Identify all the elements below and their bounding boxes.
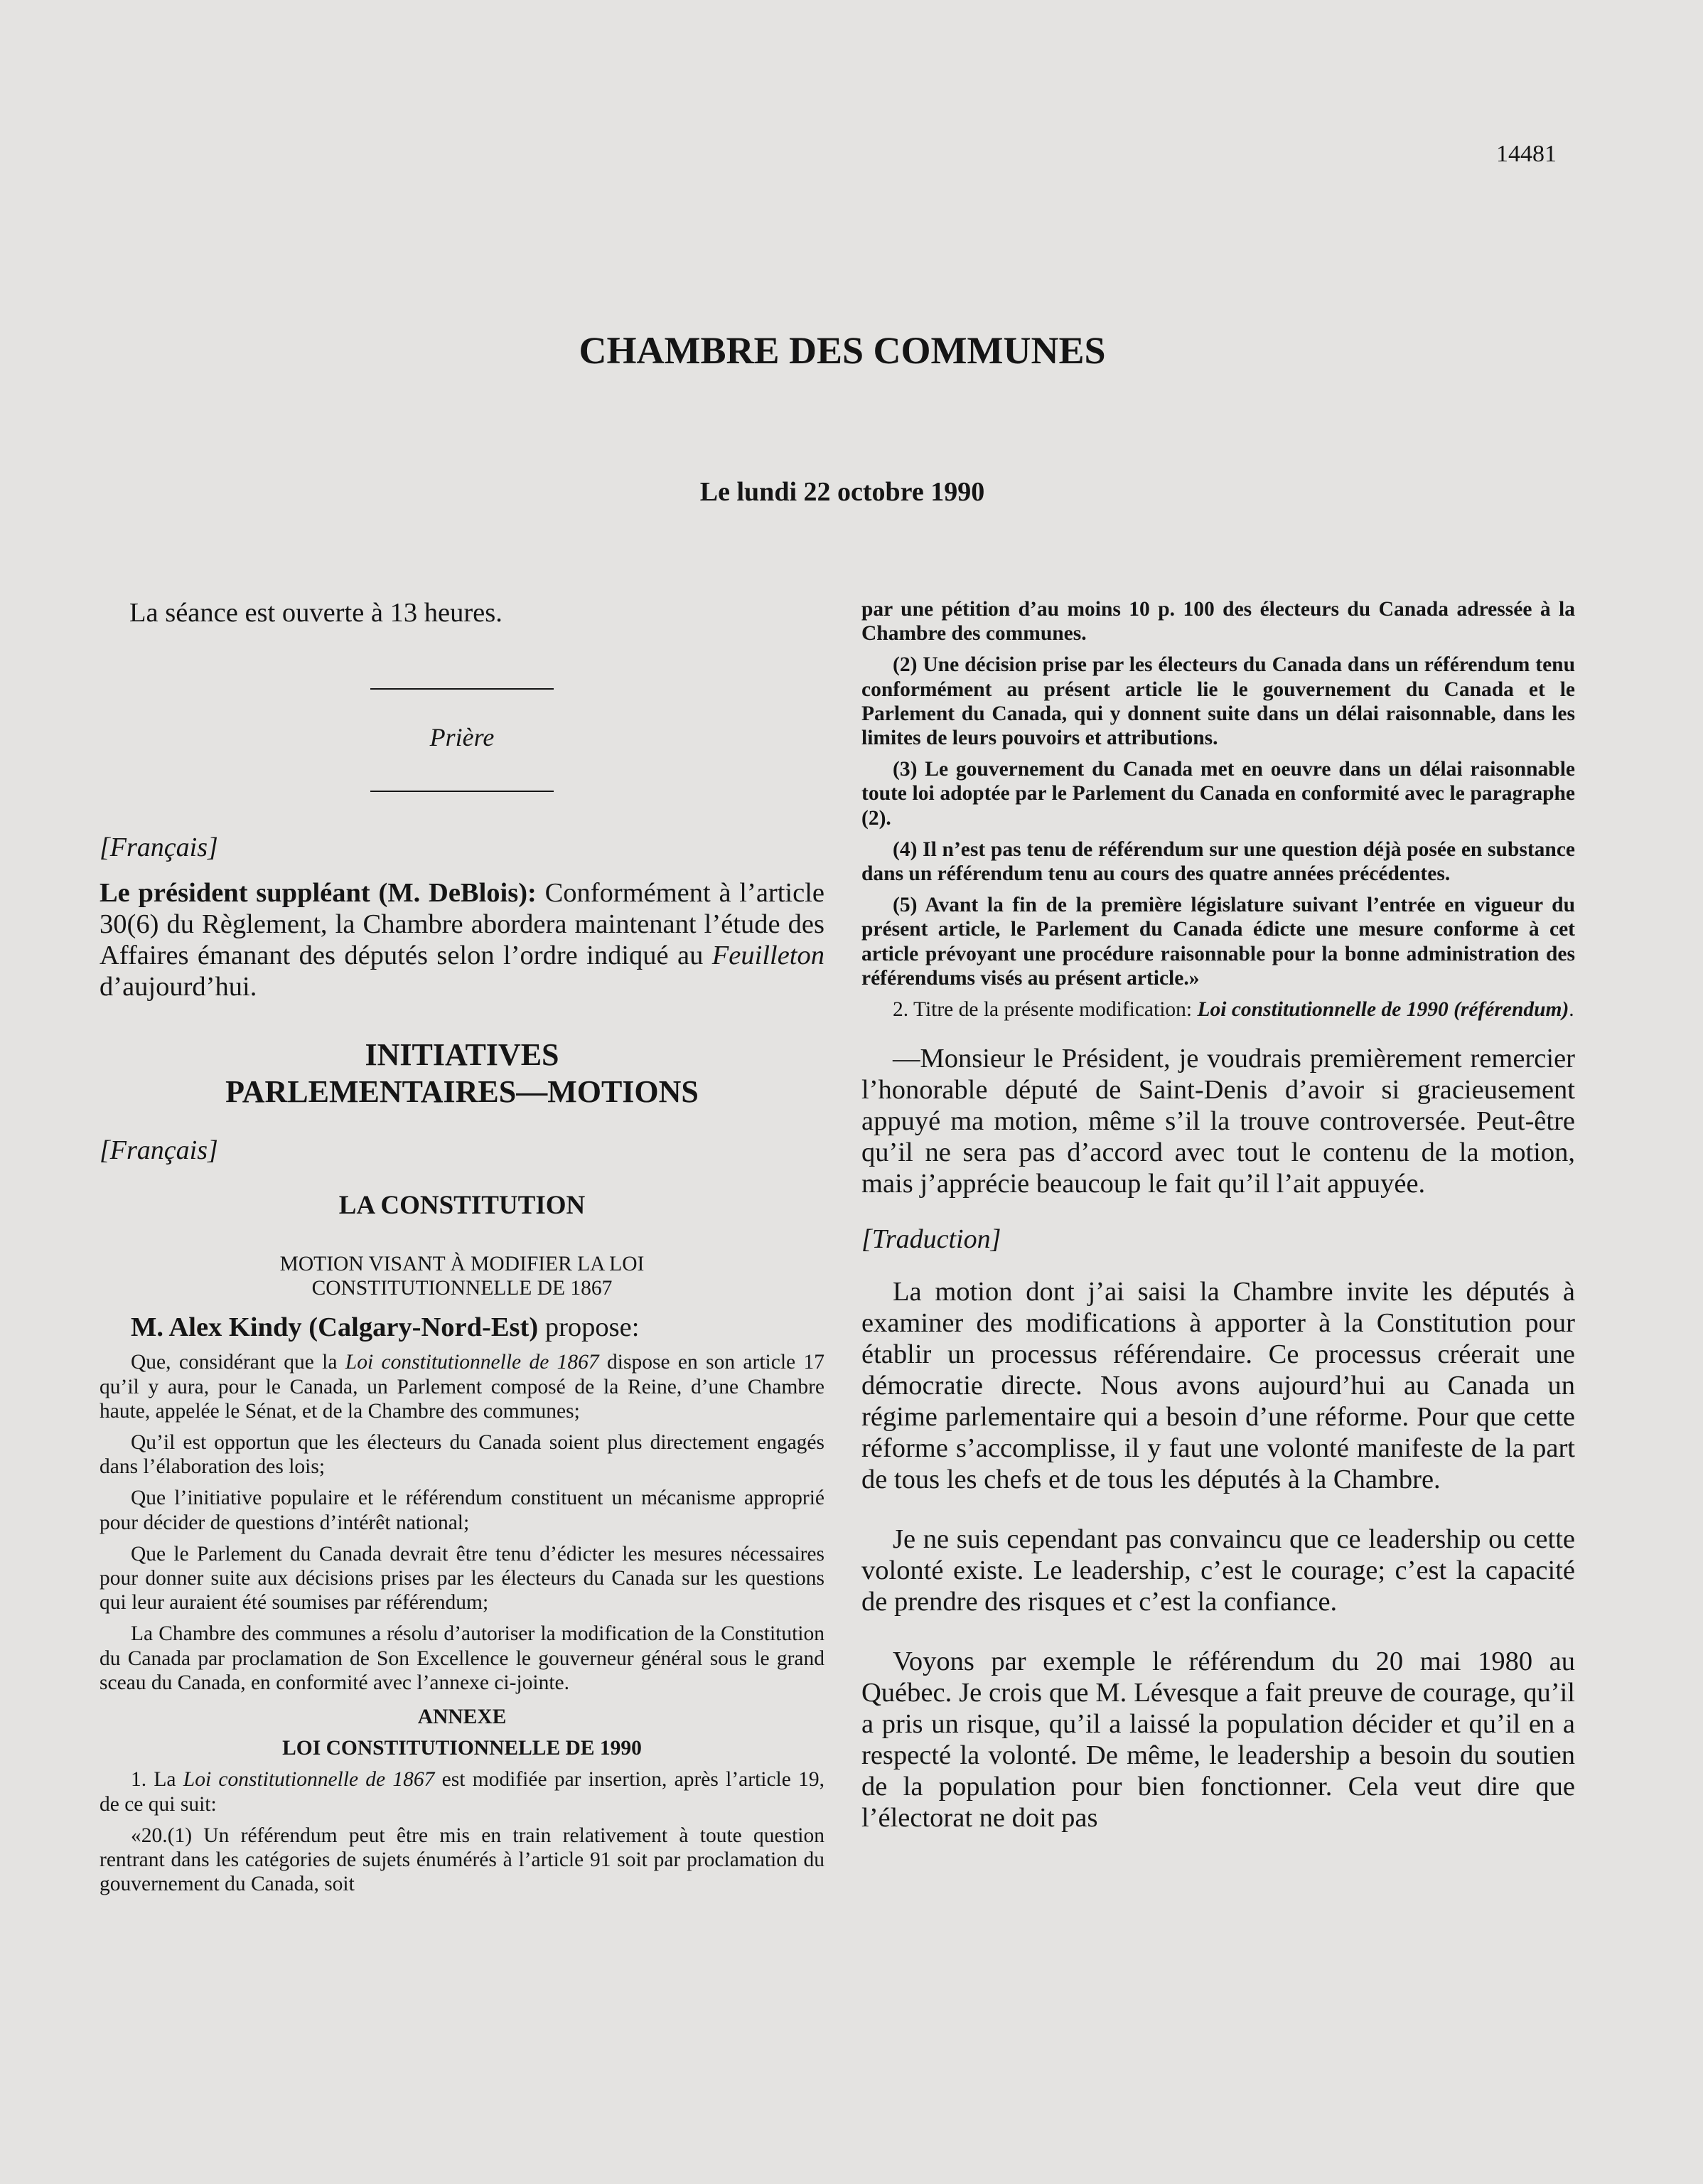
text-run: Que, considérant que la (131, 1351, 345, 1374)
opening-statement: La séance est ouverte à 13 heures. (129, 598, 503, 628)
text-run: 2. Titre de la présente modification: (893, 998, 1198, 1022)
annex-subsection: (3) Le gouvernement du Canada met en oeuvre dans un délai raisonnable toute loi adoptée par le Parlement du Canada en conformité avec le paragraphe (2). (861, 758, 1575, 830)
act-title: Loi constitutionnelle de 1990 (référendum) (1197, 998, 1569, 1022)
speaker-text-end: d’aujourd’hui. (100, 972, 257, 1002)
speech-paragraph: —Monsieur le Président, je voudrais premièrement remercier l’honorable député de Saint-Denis d’avoir si gracieusement appuyé ma motion, même s’il la trouve controversée. Peut-être qu’il ne sera pas d’accord avec tout le contenu de la motion, mais j’apprécie beaucoup le fait qu’il l’ait appuyée. (861, 1044, 1575, 1199)
annex-title: LOI CONSTITUTIONNELLE DE 1990 (282, 1737, 642, 1760)
speaker-text: Conformément à l’article 30(6) du Règlement, la Chambre abordera maintenant l’étude des Affaires émanant des députés selon l’ordre indiqué au (100, 878, 824, 970)
feuilleton-ref: Feuilleton (711, 941, 824, 970)
divider (370, 791, 554, 792)
speech-paragraph: Je ne suis cependant pas convaincu que ce leadership ou cette volonté existe. Le leadership, c’est le courage; c’est la capacité de prendre des risques et c’est la confiance. (861, 1524, 1575, 1617)
page-number: 14481 (1496, 141, 1557, 167)
act-title: Loi constitutionnelle de 1867 (345, 1351, 599, 1374)
left-column (100, 597, 824, 1896)
mover-verb: propose: (538, 1312, 640, 1343)
masthead: CHAMBRE DES COMMUNES (579, 329, 1106, 372)
mover-name: M. Alex Kindy (Calgary-Nord-Est) (131, 1312, 539, 1343)
divider (370, 688, 554, 690)
motion-paragraph: Que le Parlement du Canada devrait être tenu d’édicter les mesures nécessaires pour donner suite aux décisions prises par les électeurs du Canada sur les questions qui leur auraient été soumises par référendum; (100, 1542, 824, 1615)
language-tag: [Français] (100, 833, 218, 862)
section-title-line: PARLEMENTAIRES—MOTIONS (225, 1074, 699, 1109)
annex-paragraph: «20.(1) Un référendum peut être mis en train relativement à toute question rentrant dans les catégories de sujets énumérés à l’article 91 soit par proclamation du gouvernement du Canada, soit (100, 1824, 824, 1896)
right-column (861, 597, 1575, 1834)
text-run: 1. La (131, 1768, 183, 1792)
mover-line (131, 1312, 824, 1343)
annex-heading (100, 1705, 824, 1760)
annex-title-clause (861, 997, 1575, 1022)
section-title (100, 1037, 824, 1110)
motion-paragraph (100, 1350, 824, 1423)
speech-paragraph: Voyons par exemple le référendum du 20 mai 1980 au Québec. Je crois que M. Lévesque a fait preuve de courage, qu’il a pris un risque, qu’il a laissé la population décider et qu’il en a respecté la volonté. De même, le leadership a besoin du soutien de la population pour bien fonctionner. Cela veut dire que l’électorat ne doit pas (861, 1647, 1575, 1834)
annex-subsection: (2) Une décision prise par les électeurs du Canada dans un référendum tenu conformément au présent article lie le gouvernement du Canada et le Parlement du Canada, qui y donnent suite dans un délai raisonnable, dans les limites de leurs pouvoirs et attributions. (861, 653, 1575, 750)
annex-label: ANNEXE (417, 1706, 507, 1729)
section-title-line: INITIATIVES (365, 1037, 559, 1072)
subject-title: LA CONSTITUTION (338, 1191, 586, 1220)
annex-paragraph (100, 1767, 824, 1816)
motion-paragraph: Qu’il est opportun que les électeurs du Canada soient plus directement engagés dans l’élaboration des lois; (100, 1431, 824, 1479)
motion-title-line: CONSTITUTIONNELLE DE 1867 (311, 1277, 613, 1300)
language-tag: [Traduction] (861, 1224, 1001, 1255)
annex-subsection: (5) Avant la fin de la première législature suivant l’entrée en vigueur du présent article, le Parlement du Canada édicte une mesure conforme à cet article prévoyant une procédure raisonnable pour la bonne administration des référendums visés au présent article.» (861, 894, 1575, 990)
language-tag: [Français] (100, 1135, 218, 1165)
motion-title-line: MOTION VISANT À MODIFIER LA LOI (279, 1253, 645, 1275)
sitting-date: Le lundi 22 octobre 1990 (699, 477, 985, 507)
speaker-paragraph (100, 877, 824, 1002)
text-run: . (1569, 998, 1574, 1022)
annex-subsection: (4) Il n’est pas tenu de référendum sur une question déjà posée en substance dans un référendum tenu au cours des quatre années précédentes. (861, 837, 1575, 886)
speaker-name: Le président suppléant (M. DeBlois): (100, 878, 537, 908)
act-title: Loi constitutionnelle de 1867 (183, 1768, 435, 1792)
annex-continued: par une pétition d’au moins 10 p. 100 des électeurs du Canada adressée à la Chambre des communes. (861, 598, 1575, 646)
text-run: est modifiée par insertion, après l’article 19, de ce qui suit: (100, 1768, 824, 1816)
motion-paragraph: La Chambre des communes a résolu d’autoriser la modification de la Constitution du Canada par proclamation de Son Excellence le gouverneur général sous le grand sceau du Canada, en conformité avec l’annexe ci-jointe. (100, 1622, 824, 1694)
motion-title (100, 1252, 824, 1300)
motion-paragraph: Que l’initiative populaire et le référendum constituent un mécanisme approprié pour décider de questions d’intérêt national; (100, 1487, 824, 1534)
prayer-heading: Prière (429, 723, 495, 751)
speech-paragraph: La motion dont j’ai saisi la Chambre invite les députés à examiner des modifications à apporter à la Constitution pour établir un processus référendaire. Ce processus créerait une démocratie directe. Nous avons aujourd’hui au Canada un régime parlementaire qui a besoin d’une réforme. Pour que cette réforme s’accomplisse, il y faut une volonté manifeste de la part de tous les chefs et de tous les députés à la Chambre. (861, 1277, 1575, 1495)
text-run: dispose en son article 17 qu’il y aura, pour le Canada, un Parlement composé de la Reine, d’une Chambre haute, appelée le Sénat, et de la Chambre des communes; (100, 1351, 824, 1423)
